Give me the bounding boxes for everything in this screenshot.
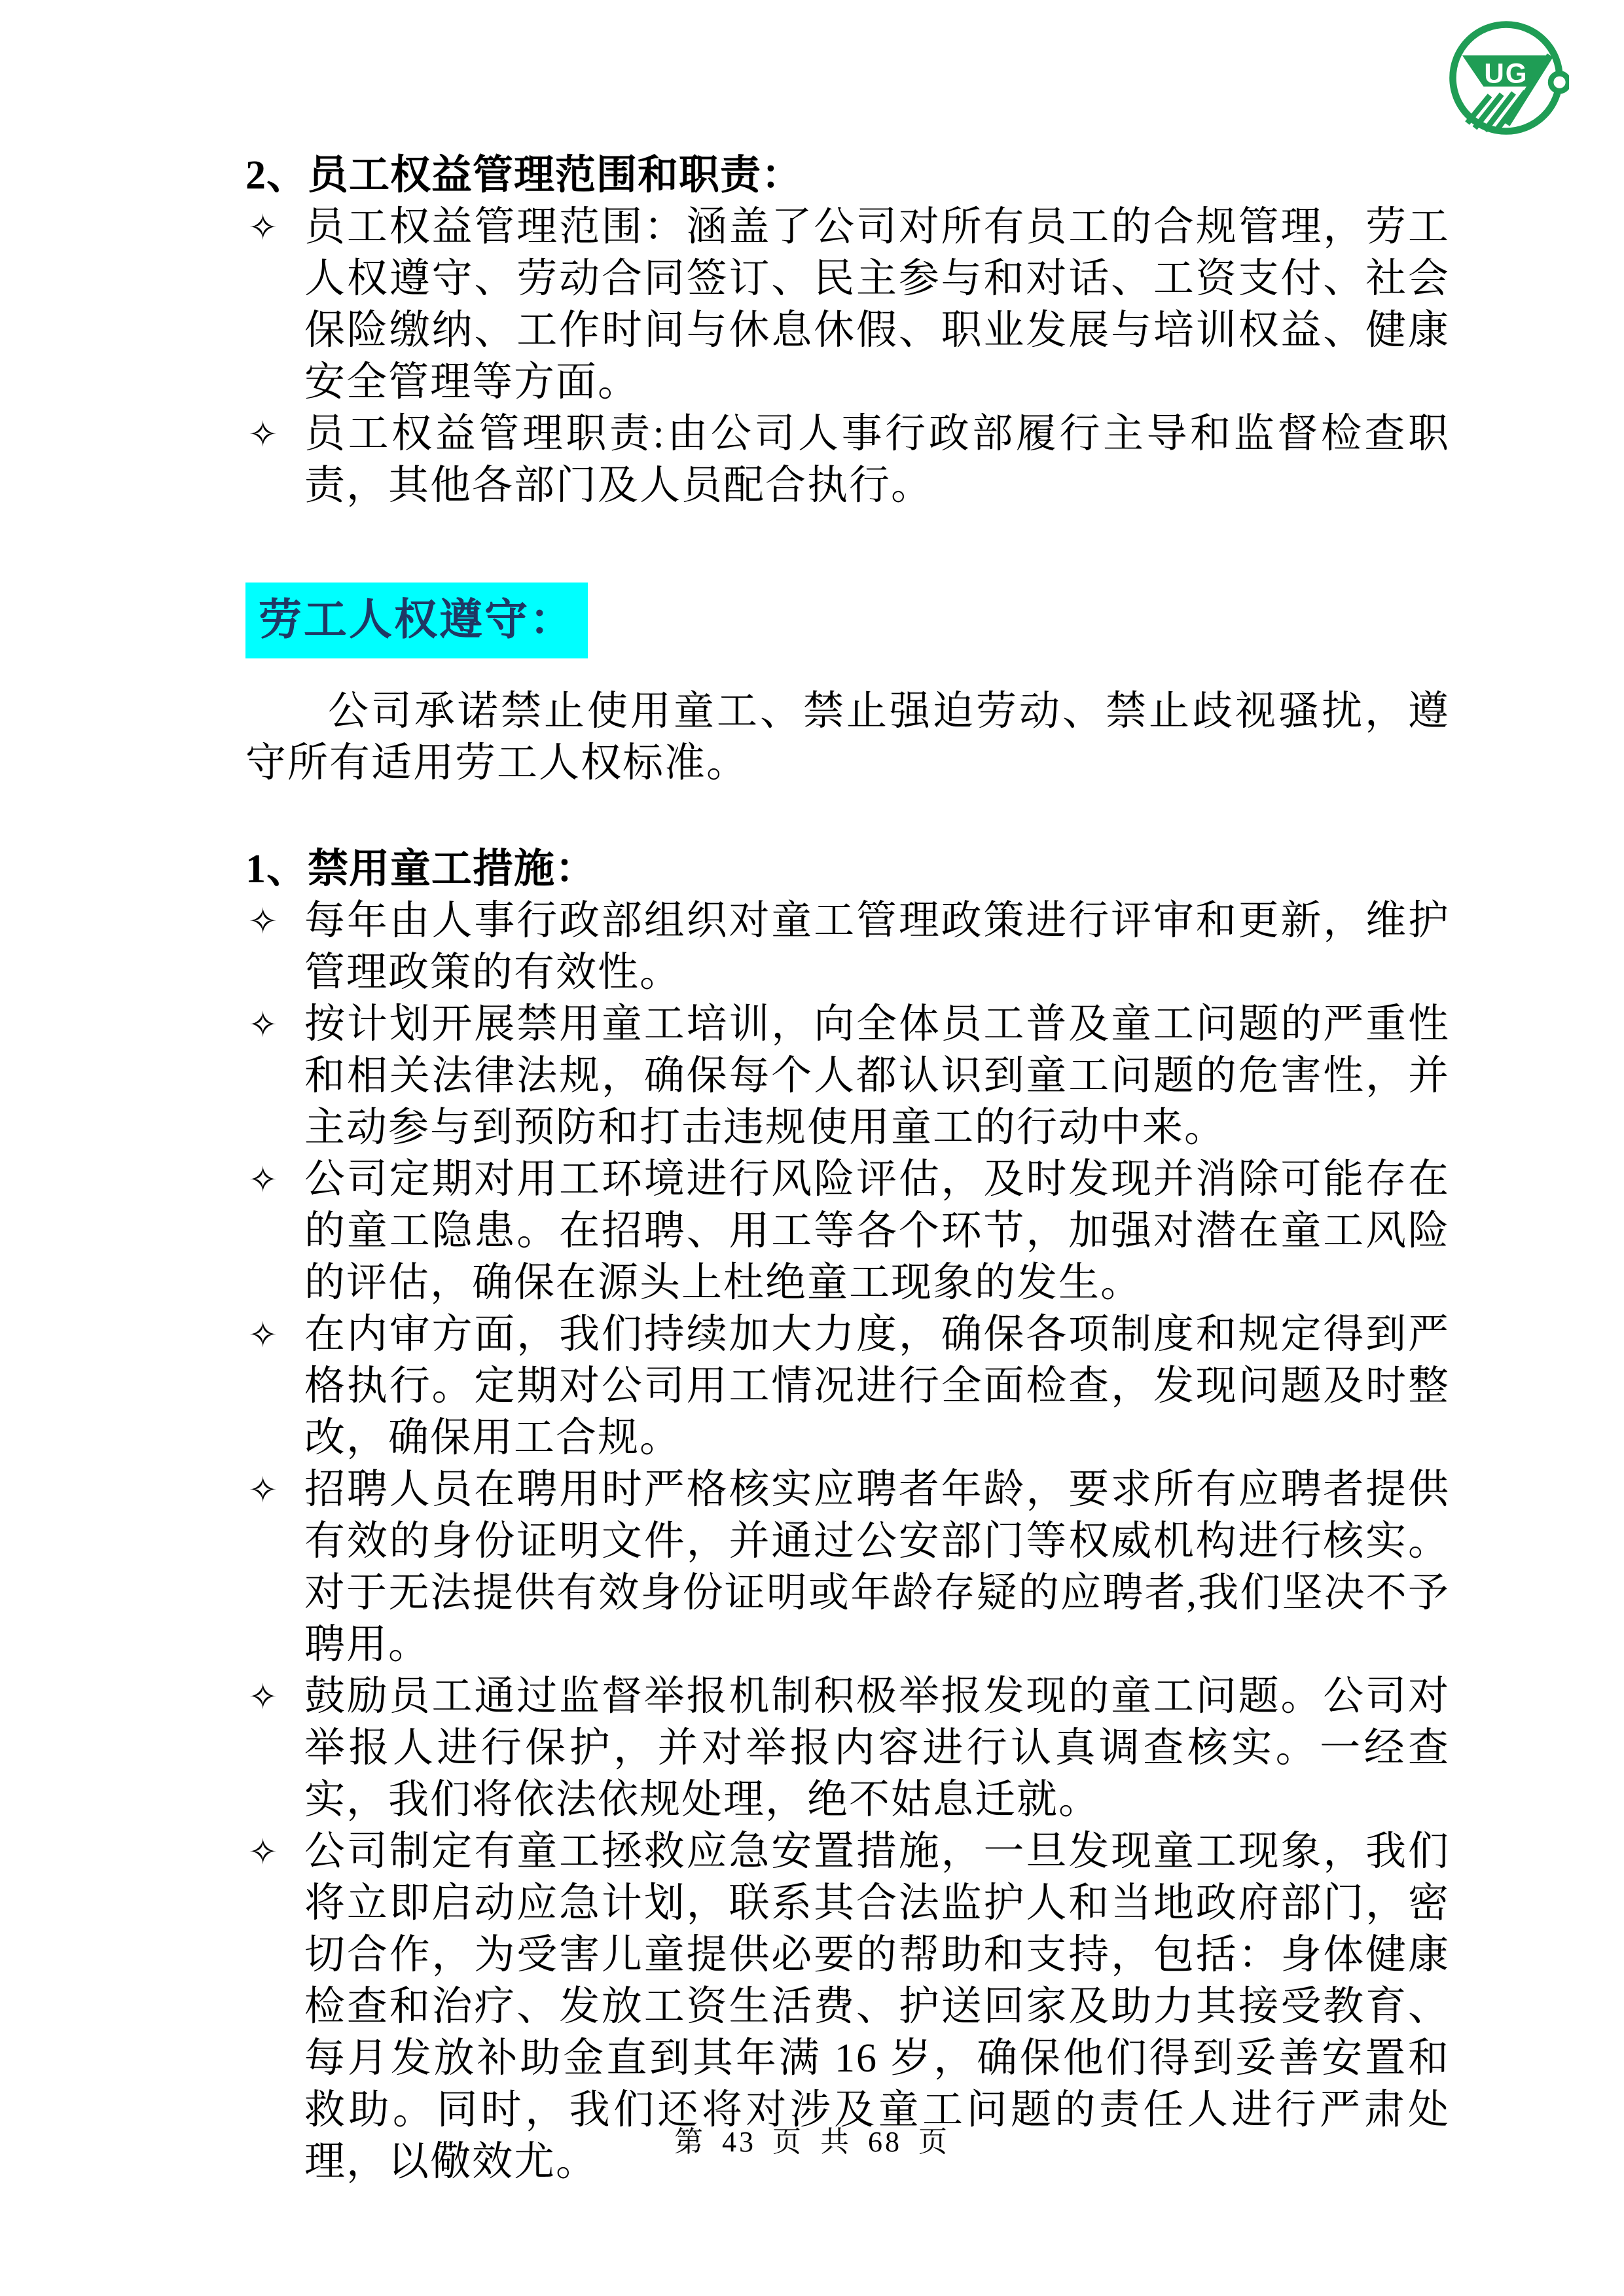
ug-logo-icon bbox=[1443, 16, 1569, 139]
diamond-bullet-icon: ✧ bbox=[248, 1676, 280, 1717]
list-item bbox=[245, 1464, 1450, 1671]
page-number-footer: 第 43 页 共 68 页 bbox=[674, 2126, 950, 2158]
list-item-text: 员工权益管理职责:由公司人事行政部履行主导和监督检查职责，其他各部门及人员配合执行。 bbox=[304, 412, 1450, 508]
list-item bbox=[245, 895, 1450, 999]
section-heading-employee-rights: 2、员工权益管理范围和职责： bbox=[245, 153, 803, 198]
list-item bbox=[245, 1309, 1450, 1464]
list-item bbox=[245, 202, 1450, 408]
list-item-text: 公司制定有童工拯救应急安置措施，一旦发现童工现象，我们将立即启动应急计划，联系其合法监护人和当地政府部门，密切合作，为受害儿童提供必要的帮助和支持，包括：身体健康检查和治疗、发放工资生活费、护送回家及助力其接受教育、每月发放补助金直到其年满 16 岁，确保他们得到妥善安置和救助。同时，我们还将对涉及童工问题的责任人进行严肃处理，以儆效尤。 bbox=[304, 1829, 1450, 2184]
intro-paragraph: 公司承诺禁止使用童工、禁止强迫劳动、禁止歧视骚扰，遵守所有适用劳工人权标准。 bbox=[245, 689, 1450, 785]
list-item-text: 按计划开展禁用童工培训，向全体员工普及童工问题的严重性和相关法律法规，确保每个人都认识到童工问题的危害性，并主动参与到预防和打击违规使用童工的行动中来。 bbox=[304, 1002, 1450, 1150]
diamond-bullet-icon: ✧ bbox=[248, 1314, 280, 1355]
diamond-bullet-icon: ✧ bbox=[248, 1831, 280, 1873]
list-item bbox=[245, 408, 1450, 512]
list-item-text: 招聘人员在聘用时严格核实应聘者年龄，要求所有应聘者提供有效的身份证明文件，并通过公安部门等权威机构进行核实。对于无法提供有效身份证明或年龄存疑的应聘者,我们坚决不予聘用。 bbox=[304, 1467, 1450, 1667]
list-item-text: 在内审方面，我们持续加大力度，确保各项制度和规定得到严格执行。定期对公司用工情况进行全面检查，发现问题及时整改，确保用工合规。 bbox=[304, 1312, 1450, 1460]
subsection-heading-child-labor: 1、禁用童工措施： bbox=[245, 847, 597, 891]
employee-rights-list bbox=[245, 202, 1450, 512]
logo-monogram: UG bbox=[1484, 58, 1528, 89]
diamond-bullet-icon: ✧ bbox=[248, 901, 280, 942]
list-item bbox=[245, 999, 1450, 1154]
list-item-text: 鼓励员工通过监督举报机制积极举报发现的童工问题。公司对举报人进行保护，并对举报内容进行认真调查核实。一经查实，我们将依法依规处理，绝不姑息迁就。 bbox=[304, 1674, 1450, 1822]
document-body bbox=[245, 0, 1450, 2188]
company-logo bbox=[1443, 16, 1569, 139]
diamond-bullet-icon: ✧ bbox=[248, 207, 280, 248]
diamond-bullet-icon: ✧ bbox=[248, 414, 280, 455]
diamond-bullet-icon: ✧ bbox=[248, 1004, 280, 1045]
list-item-text: 公司定期对用工环境进行风险评估，及时发现并消除可能存在的童工隐患。在招聘、用工等各个环节，加强对潜在童工风险的评估，确保在源头上杜绝童工现象的发生。 bbox=[304, 1157, 1450, 1305]
list-item-text: 每年由人事行政部组织对童工管理政策进行评审和更新，维护管理政策的有效性。 bbox=[304, 899, 1450, 995]
list-item bbox=[245, 1154, 1450, 1309]
diamond-bullet-icon: ✧ bbox=[248, 1469, 280, 1511]
list-item bbox=[245, 1671, 1450, 1826]
child-labor-measures-list bbox=[245, 895, 1450, 2188]
highlighted-heading-labor-human-rights: 劳工人权遵守： bbox=[245, 583, 588, 658]
list-item-text: 员工权益管理范围：涵盖了公司对所有员工的合规管理，劳工人权遵守、劳动合同签订、民主参与和对话、工资支付、社会保险缴纳、工作时间与休息休假、职业发展与培训权益、健康安全管理等方面。 bbox=[304, 205, 1450, 404]
diamond-bullet-icon: ✧ bbox=[248, 1159, 280, 1200]
